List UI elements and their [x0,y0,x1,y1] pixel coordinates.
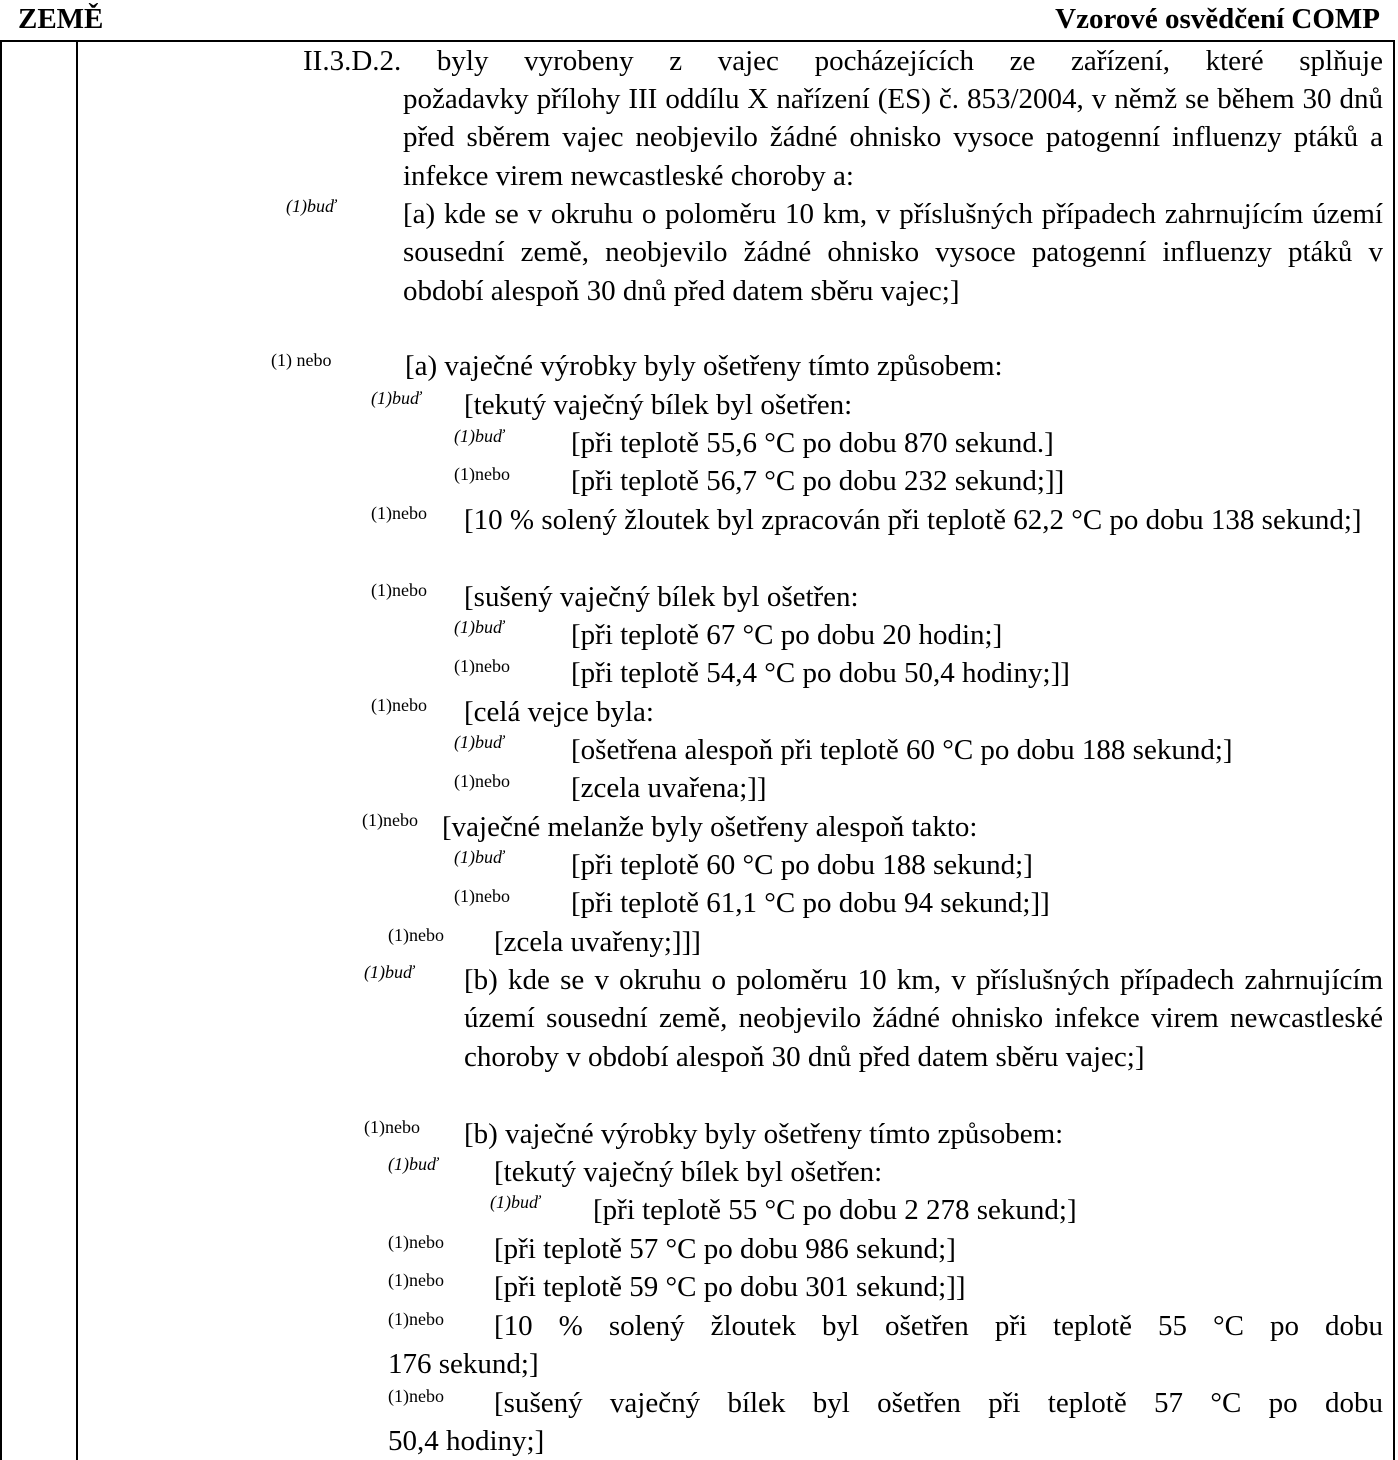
treatment-line: [celá vejce byla: [464,696,654,728]
column-divider [76,40,78,1460]
option-marker: (1)buď [490,1192,540,1212]
treatment-line: [při teplotě 54,4 °C po dobu 50,4 hodiny;]] [571,657,1070,689]
option-marker: (1)buď [364,962,414,982]
option-marker: (1)buď [286,196,336,216]
treatment-line: [při teplotě 59 °C po dobu 301 sekund;]] [494,1271,966,1303]
treatment-line: [při teplotě 60 °C po dobu 188 sekund;] [571,849,1033,881]
treatment-line: [ošetřena alespoň při teplotě 60 °C po dobu 188 sekund;] [571,734,1233,766]
option-marker: (1)nebo [388,1309,444,1329]
treatment-line: [při teplotě 56,7 °C po dobu 232 sekund;]] [571,465,1065,497]
treatment-line: [vaječné melanže byly ošetřeny alespoň takto: [442,811,978,843]
clause-heading-line: II.3.D.2. byly vyrobeny z vajec pocházejících ze zařízení, které splňuje [303,45,1383,77]
option-marker: (1)nebo [362,810,418,830]
option-marker: (1)nebo [371,580,427,600]
treatment-line: [při teplotě 55,6 °C po dobu 870 sekund.] [571,427,1054,459]
option-marker: (1)nebo [388,1232,444,1252]
option-marker: (1)buď [454,847,504,867]
option-marker: (1)nebo [454,886,510,906]
option-marker: (1)nebo [371,503,427,523]
treatment-line: [při teplotě 57 °C po dobu 986 sekund;] [494,1233,956,1265]
treatment-line: [10 % solený žloutek byl zpracován při teplotě 62,2 °C po dobu 138 sekund;] [464,504,1362,536]
option-marker: (1)nebo [454,464,510,484]
option-marker: (1)buď [371,388,421,408]
option-b-radius-text: [b) kde se v okruhu o poloměru 10 km, v příslušných případech zahrnujícím území sousední země, neobjevilo žádné ohnisko infekce virem newcastleské choroby v období alespoň 30 dnů před datem sběru vajec;] [464,964,1383,1073]
option-marker: (1)nebo [454,656,510,676]
clause-text: požadavky přílohy III oddílu X nařízení (ES) č. 853/2004, v němž se během 30 dnů před sběrem vajec neobjevilo žádné ohnisko vysoce patogenní influenzy ptáků a infekce virem newcastleské choroby a: [403,83,1383,192]
treatment-line: [při teplotě 61,1 °C po dobu 94 sekund;]] [571,887,1050,919]
option-marker: (1)nebo [454,771,510,791]
treatment-line: [tekutý vaječný bílek byl ošetřen: [464,389,853,421]
option-marker: (1)buď [388,1154,438,1174]
treatment-line: [při teplotě 67 °C po dobu 20 hodin;] [571,619,1003,651]
treatment-line: [zcela uvařeny;]]] [494,926,701,958]
treatment-line: [při teplotě 55 °C po dobu 2 278 sekund;] [593,1194,1077,1226]
option-marker: (1) nebo [271,350,332,370]
option-marker: (1)buď [454,617,504,637]
option-marker: (1)nebo [388,1270,444,1290]
option-marker: (1)buď [454,732,504,752]
treatment-line: [tekutý vaječný bílek byl ošetřen: [494,1156,883,1188]
option-marker: (1)nebo [388,925,444,945]
treatment-line: 176 sekund;] [388,1348,539,1380]
treatment-line: [sušený vaječný bílek byl ošetřen při teplotě 57 °C po dobu [494,1387,1383,1419]
treatment-line: [sušený vaječný bílek byl ošetřen: [464,581,859,613]
option-marker: (1)nebo [364,1117,420,1137]
option-marker: (1)nebo [388,1386,444,1406]
option-b-treatment-text: [b) vaječné výrobky byly ošetřeny tímto způsobem: [464,1118,1064,1150]
treatment-line: [zcela uvařena;]] [571,772,767,804]
option-marker: (1)nebo [371,695,427,715]
treatment-line: 50,4 hodiny;] [388,1425,545,1457]
header-country: ZEMĚ [18,3,104,35]
header-certificate-title: Vzorové osvědčení COMP [1055,3,1380,35]
treatment-line: [10 % solený žloutek byl ošetřen při teplotě 55 °C po dobu [494,1310,1383,1342]
option-a-treatment-text: [a) vaječné výrobky byly ošetřeny tímto způsobem: [405,350,1003,382]
option-a-radius-text: [a) kde se v okruhu o poloměru 10 km, v příslušných případech zahrnujícím území sousední země, neobjevilo žádné ohnisko vysoce patogenní influenzy ptáků v období alespoň 30 dnů před datem sběru vajec;] [403,198,1383,307]
option-marker: (1)buď [454,426,504,446]
